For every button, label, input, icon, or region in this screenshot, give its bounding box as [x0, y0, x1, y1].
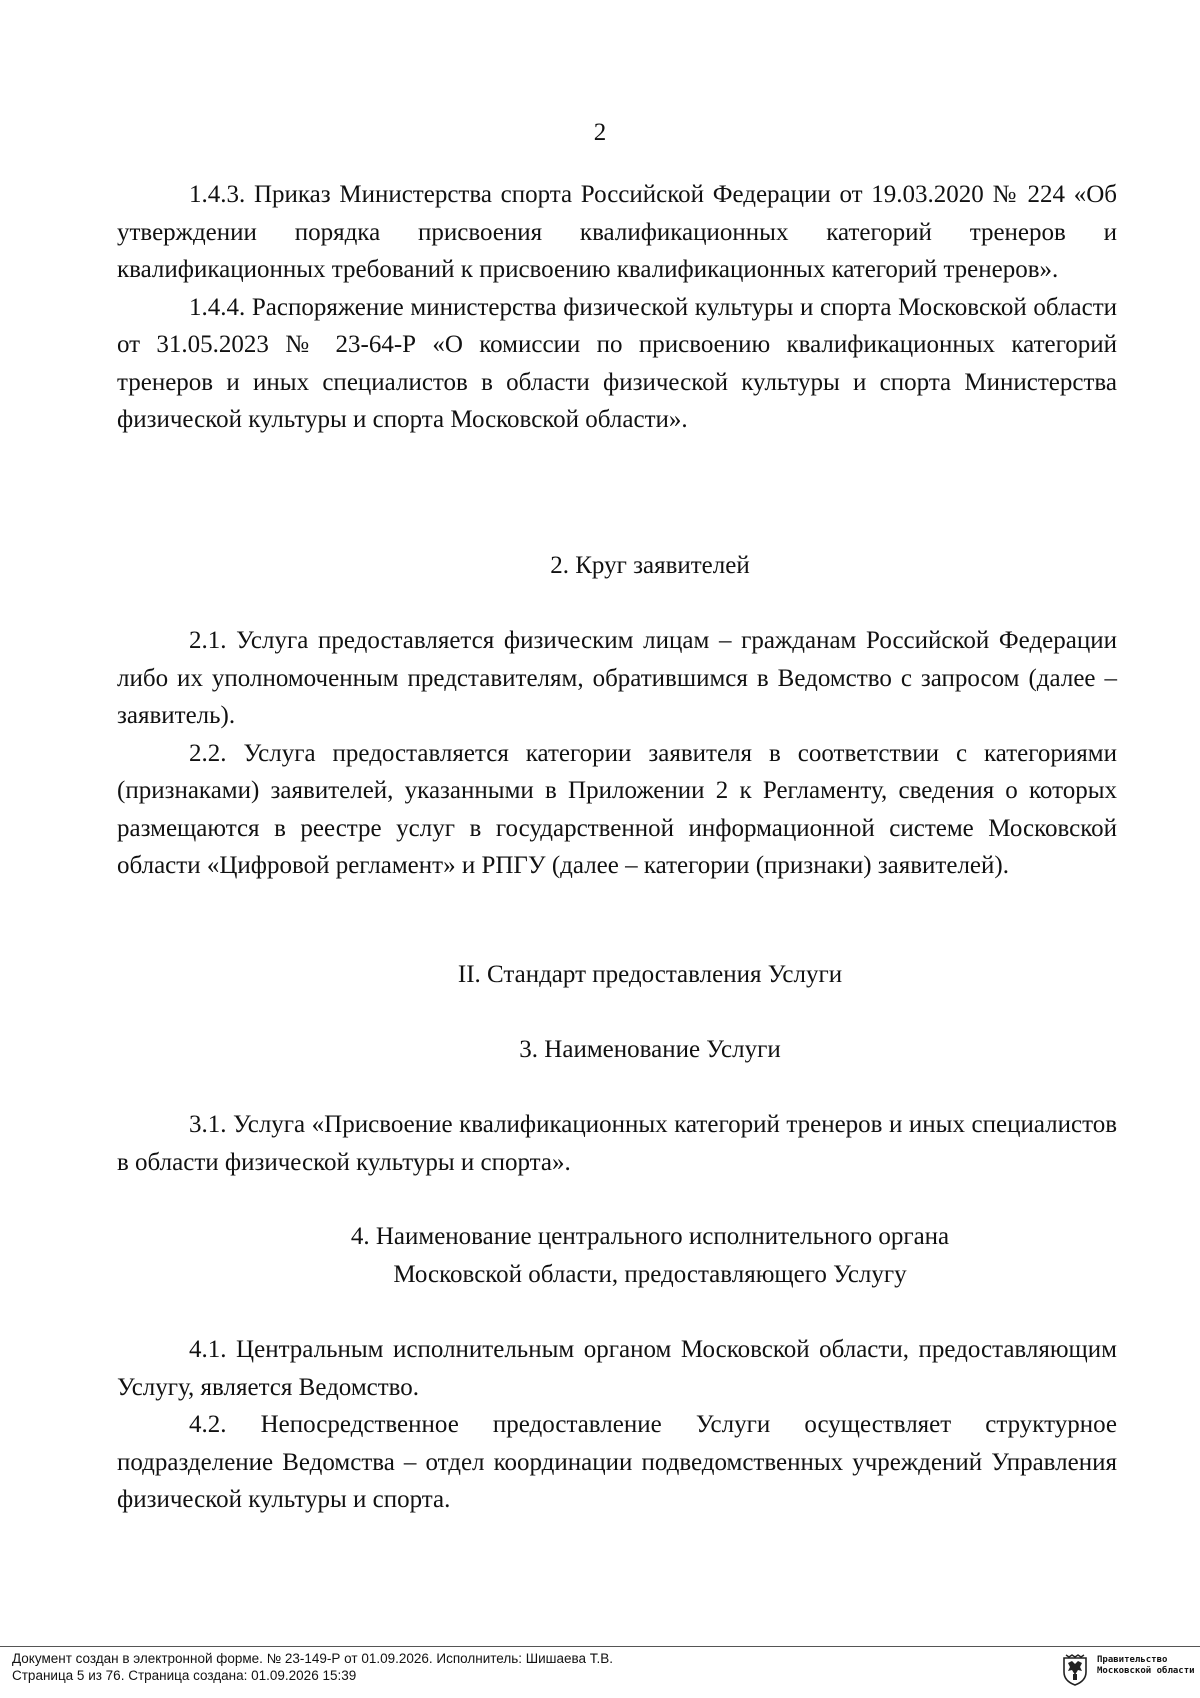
- paragraph-4-1: 4.1. Центральным исполнительным органом Московской области, предоставляющим Услугу, является Ведомство.: [117, 1336, 1117, 1401]
- footer-line-page: Страница 5 из 76. Страница создана: 01.09.2026 15:39: [12, 1668, 357, 1683]
- clause-2-block: [117, 622, 1117, 885]
- paragraph-2-1: 2.1. Услуга предоставляется физическим лицам – гражданам Российской Федерации либо их уполномоченным представителям, обратившимся в Ведомство с запросом (далее – заявитель).: [117, 627, 1117, 729]
- clause-3-block: [117, 1106, 1117, 1181]
- paragraph-1-4-3: 1.4.3. Приказ Министерства спорта Российской Федерации от 19.03.2020 № 224 «Об утверждении порядка присвоения квалификационных категорий тренеров и квалификационных требований к присвоению квалификационных категорий тренеров».: [117, 181, 1117, 283]
- paragraph-3-1: 3.1. Услуга «Присвоение квалификационных категорий тренеров и иных специалистов в области физической культуры и спорта».: [117, 1111, 1117, 1176]
- paragraph-4-2: 4.2. Непосредственное предоставление Услуги осуществляет структурное подразделение Ведомства – отдел координации подведомственных учреждений Управления физической культуры и спорта.: [117, 1411, 1117, 1513]
- logo-caption-line-1: Правительство: [1097, 1655, 1168, 1665]
- paragraph-2-2: 2.2. Услуга предоставляется категории заявителя в соответствии с категориями (признаками) заявителей, указанными в Приложении 2 к Регламенту, сведения о которых размещаются в реестре услуг в государственной информационной системе Московской области «Цифровой регламент» и РПГУ (далее – категории (признаки) заявителей).: [117, 739, 1117, 879]
- heading-section-2: 2. Круг заявителей: [550, 552, 750, 579]
- footer-document-info: [12, 1650, 613, 1684]
- footer-line-document: Документ создан в электронной форме. № 23-149-Р от 01.09.2026. Исполнитель: Шишаева Т.В.: [12, 1651, 614, 1666]
- heading-section-4: [0, 1218, 1200, 1293]
- clause-1-4-block: [117, 176, 1117, 439]
- moscow-region-coat-of-arms-icon: [1062, 1654, 1088, 1686]
- heading-section-4-line-2: Московской области, предоставляющего Услугу: [393, 1260, 907, 1288]
- footer-divider: [0, 1646, 1200, 1647]
- footer-logo-caption: [1097, 1655, 1195, 1677]
- paragraph-1-4-4: 1.4.4. Распоряжение министерства физической культуры и спорта Московской области от 31.05.2023 № 23-64-Р «О комиссии по присвоению квалификационных категорий тренеров и иных специалистов в области физической культуры и спорта Министерства физической культуры и спорта Московской области».: [117, 293, 1117, 433]
- logo-caption-line-2: Московской области: [1097, 1666, 1195, 1676]
- heading-section-4-line-1: 4. Наименование центрального исполнительного органа: [350, 1223, 950, 1250]
- heading-part-II: II. Стандарт предоставления Услуги: [457, 961, 843, 988]
- clause-4-block: [117, 1331, 1117, 1519]
- heading-section-3: 3. Наименование Услуги: [519, 1036, 781, 1063]
- page-number: 2: [593, 119, 607, 146]
